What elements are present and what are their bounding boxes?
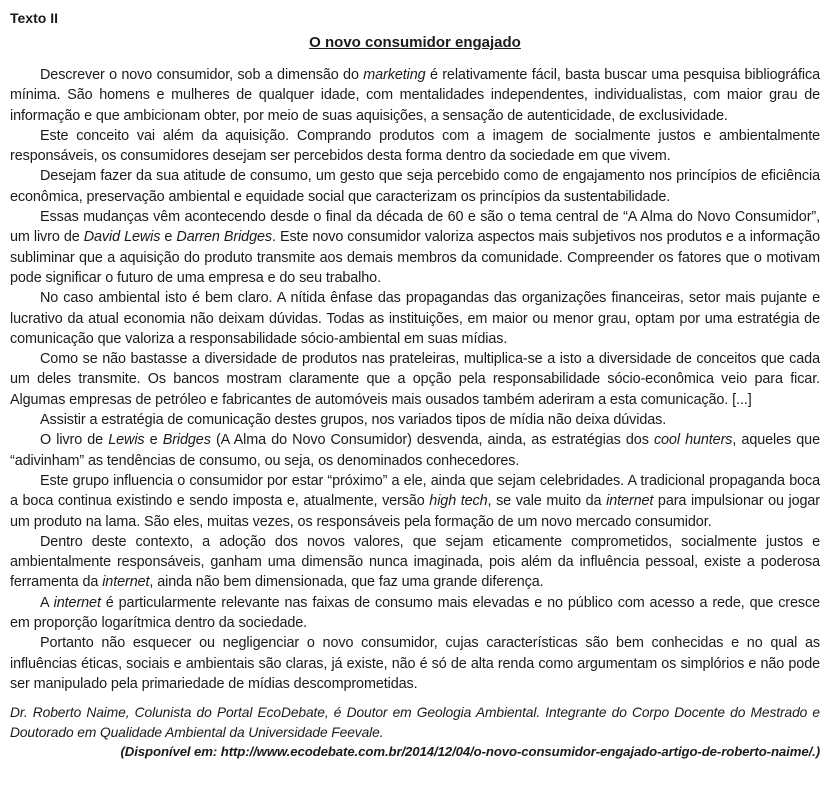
- text-run: O livro de: [40, 432, 109, 449]
- text-run: Assistir a estratégia de comunicação destes grupos, nos variados tipos de mídia não deixa dúvidas.: [40, 412, 667, 429]
- document-body: [10, 65, 820, 694]
- text-run: Este conceito vai além da aquisição. Comprando produtos com a imagem de socialmente justos e ambientalmente responsáveis, os consumidores desejam ser percebidos desta forma dentro da sociedade em que vivem.: [10, 127, 820, 165]
- text-run: , ainda não bem dimensionada, que faz uma grande diferença.: [149, 574, 544, 591]
- text-run: No caso ambiental isto é bem claro. A nítida ênfase das propagandas das organizações financeiras, setor mais pujante e lucrativo da atual economia não deixam dúvidas. Todas as instituições, em maior ou menor grau, optam por uma estratégia de comunicação que valoriza a responsabilidade sócio-ambiental em suas mídias.: [10, 290, 820, 347]
- paragraph: [10, 166, 820, 207]
- italic-term: marketing: [363, 67, 426, 83]
- text-run: . Este novo consumidor valoriza aspectos mais subjetivos nos produtos e a informação subliminar que a aquisição do produto transmite aos demais membros da comunidade. Compreender os fatores que o motivam pode significar o futuro de uma empresa e do seu trabalho.: [10, 229, 820, 286]
- paragraph: [10, 65, 820, 126]
- text-run: é particularmente relevante nas faixas de consumo mais elevadas e no público com acesso a rede, que cresce em proporção logarítmica dentro da sociedade.: [10, 594, 820, 632]
- text-run: Desejam fazer da sua atitude de consumo, um gesto que seja percebido como de engajamento nos princípios de eficiência econômica, preservação ambiental e equidade social que caracterizam os princípios da sustentabilidade.: [10, 168, 820, 205]
- document-footer: [10, 703, 820, 759]
- paragraph: [10, 471, 820, 532]
- paragraph: [10, 430, 820, 471]
- text-run: e: [144, 432, 163, 449]
- text-run: Descrever o novo consumidor, sob a dimensão do: [40, 67, 364, 83]
- italic-term: Darren Bridges: [176, 229, 272, 246]
- italic-term: high tech: [429, 493, 488, 510]
- text-run: , aqueles que “adivinham” as tendências de consumo, ou seja, os denominados conhecedores.: [10, 432, 820, 469]
- text-run: para impulsionar ou jogar um produto na lama. São eles, muitas vezes, os responsáveis pela formação de um novo mercado consumidor.: [10, 493, 821, 530]
- text-run: é relativamente fácil, basta buscar uma pesquisa bibliográfica mínima. São homens e mulheres de qualquer idade, com mentalidades independentes, individualistas, com maior grau de informação e que ambicionam obter, por meio de suas aquisições, a sensação de autenticidade, de exclusividade.: [10, 67, 820, 124]
- author-note: Dr. Roberto Naime, Colunista do Portal EcoDebate, é Doutor em Geologia Ambiental. Integrante do Corpo Docente do Mestrado e Doutorado em Qualidade Ambiental da Universidade Feevale.: [10, 705, 820, 740]
- italic-term: David Lewis: [83, 229, 161, 246]
- paragraph: [10, 410, 820, 430]
- text-run: Como se não bastasse a diversidade de produtos nas prateleiras, multiplica-se a isto a diversidade de conceitos que cada um deles transmite. Os bancos mostram claramente que a opção pela responsabilidade sócio-econômica veio para ficar. Algumas empresas de petróleo e fabricantes de automóveis mais ousados também aderiram a esta comunicação. [...]: [10, 351, 820, 408]
- paragraph: [10, 593, 820, 634]
- paragraph: [10, 633, 820, 694]
- italic-term: Lewis: [108, 432, 145, 449]
- text-run: Este grupo influencia o consumidor por estar “próximo” a ele, ainda que sejam celebridades. A tradicional propaganda boca a boca continua existindo e sendo imposta e, atualmente, versão: [10, 472, 820, 510]
- page-title: O novo consumidor engajado: [309, 34, 521, 51]
- italic-term: internet: [53, 594, 101, 611]
- text-run: , se vale muito da: [487, 493, 607, 510]
- italic-term: internet: [102, 574, 150, 591]
- text-label: Texto II: [10, 10, 58, 26]
- text-run: Dentro deste contexto, a adoção dos novos valores, que sejam eticamente comprometidos, socialmente justos e ambientalmente responsáveis, ganham uma dimensão nunca imaginada, pois além da influência pessoal, existe a poderosa ferramenta da: [10, 533, 820, 591]
- italic-term: cool hunters: [653, 432, 733, 449]
- paragraph: [10, 532, 820, 593]
- paragraph: [10, 126, 820, 167]
- text-run: e: [160, 229, 177, 246]
- text-run: (A Alma do Novo Consumidor) desvenda, ainda, as estratégias dos: [210, 432, 654, 449]
- paragraph: [10, 349, 820, 410]
- italic-term: Bridges: [162, 432, 211, 449]
- paragraph: [10, 288, 820, 349]
- italic-term: internet: [606, 493, 654, 510]
- paragraph: [10, 207, 820, 288]
- text-run: Essas mudanças vêm acontecendo desde o final da década de 60 e são o tema central de “A Alma do Novo Consumidor”, um livro de: [10, 209, 820, 246]
- source-citation: (Disponível em: http://www.ecodebate.com.br/2014/12/04/o-novo-consumidor-engajado-artigo-de-roberto-naime/.): [120, 744, 820, 760]
- text-run: Portanto não esquecer ou negligenciar o novo consumidor, cujas características são bem conhecidas e no qual as influências éticas, sociais e ambientais são claras, já existe, não é só de alta renda como argumentam os simplórios e não pode ser manipulado pela primariedade de mídias descomprometidas.: [10, 635, 820, 692]
- text-run: A: [40, 594, 54, 611]
